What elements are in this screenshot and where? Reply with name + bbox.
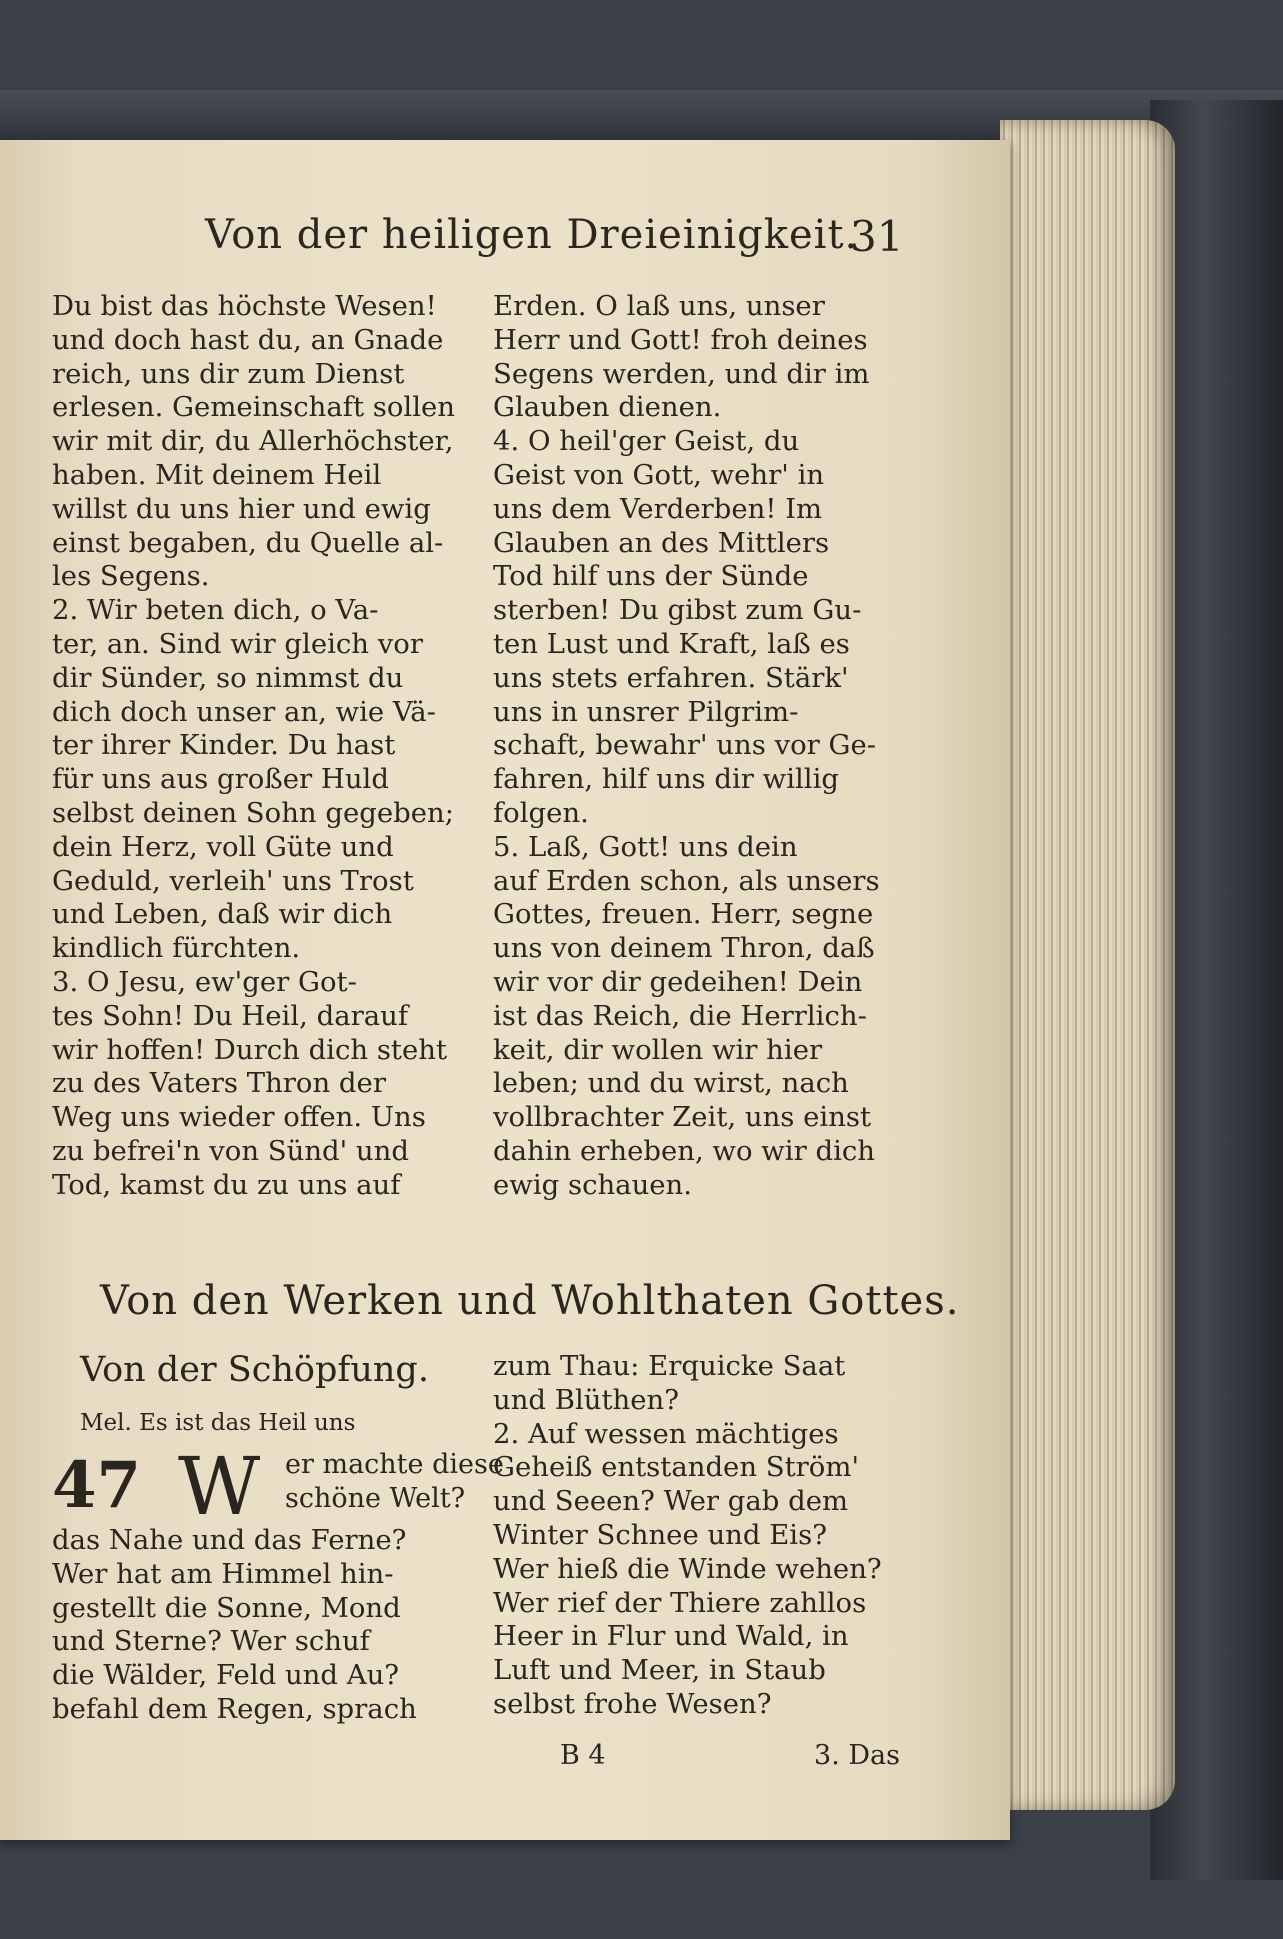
melody-line: Mel. Es ist das Heil uns — [80, 1410, 356, 1436]
text-line: 4. O heil'ger Geist, du — [493, 425, 800, 458]
text-line: Erden. O laß uns, unser — [493, 290, 825, 322]
printer-signature: B 4 — [560, 1740, 606, 1771]
text-line: Segens werden, und dir im — [493, 357, 870, 390]
text-line: vollbrachter Zeit, uns einst — [493, 1101, 872, 1134]
text-line: erlesen. Gemeinschaft sollen — [52, 391, 456, 424]
text-line: wir hoffen! Durch dich steht — [52, 1033, 448, 1066]
text-line: dahin erheben, wo wir dich — [493, 1134, 876, 1167]
text-line: uns von deinem Thron, daß — [493, 932, 875, 965]
text-line: und Blüthen? — [493, 1383, 679, 1416]
text-line: Tod hilf uns der Sünde — [493, 560, 809, 593]
page-edges — [1000, 120, 1175, 1810]
text-line: Wer hieß die Winde wehen? — [493, 1552, 882, 1585]
text-line: Glauben dienen. — [493, 391, 722, 424]
text-line: Luft und Meer, in Staub — [493, 1654, 826, 1687]
text-line: gestellt die Sonne, Mond — [52, 1591, 401, 1624]
text-line: ist das Reich, die Herrlich- — [493, 999, 867, 1032]
catchword: 3. Das — [814, 1740, 900, 1771]
text-line: Gottes, freuen. Herr, segne — [493, 898, 874, 931]
text-line: haben. Mit deinem Heil — [52, 458, 382, 491]
text-line: und Leben, daß wir dich — [52, 898, 393, 931]
text-line: Heer in Flur und Wald, in — [493, 1620, 849, 1653]
page-footer — [560, 1740, 920, 1780]
left-column-bottom — [52, 1524, 467, 1727]
text-line: uns dem Verderben! Im — [493, 492, 823, 525]
text-line: dich doch unser an, wie Vä- — [52, 695, 436, 728]
text-line: Du bist das höchste Wesen! — [52, 290, 437, 322]
text-line: leben; und du wirst, nach — [493, 1067, 849, 1100]
text-line: wir vor dir gedeihen! Dein — [493, 965, 863, 998]
text-line: les Segens. — [52, 560, 210, 593]
hymn-number: 47 — [52, 1448, 142, 1523]
text-line: fahren, hilf uns dir willig — [493, 763, 840, 796]
right-column-bottom — [493, 1350, 908, 1722]
text-line: und doch hast du, an Gnade — [52, 323, 444, 356]
text-line: zu des Vaters Thron der — [52, 1067, 386, 1100]
text-line: einst begaben, du Quelle al- — [52, 526, 444, 559]
text-line: 2. Auf wessen mächtiges — [493, 1417, 839, 1450]
text-line: uns stets erfahren. Stärk' — [493, 661, 849, 694]
text-line: Wer hat am Himmel hin- — [52, 1557, 394, 1590]
text-line: uns in unsrer Pilgrim- — [493, 695, 799, 728]
text-line: selbst deinen Sohn gegeben; — [52, 796, 454, 829]
text-line: 3. O Jesu, ew'ger Got- — [52, 965, 357, 998]
text-line: schaft, bewahr' uns vor Ge- — [493, 729, 877, 762]
text-line: Geheiß entstanden Ström' — [493, 1451, 859, 1484]
text-line: sterben! Du gibst zum Gu- — [493, 594, 862, 627]
hymn-first-lines — [285, 1448, 504, 1516]
text-line: und Seeen? Wer gab dem — [493, 1485, 849, 1518]
text-line: keit, dir wollen wir hier — [493, 1033, 823, 1066]
text-line: befahl dem Regen, sprach — [52, 1692, 417, 1725]
text-line: ewig schauen. — [493, 1168, 693, 1201]
text-line: auf Erden schon, als unsers — [493, 864, 880, 897]
text-line: die Wälder, Feld und Au? — [52, 1659, 400, 1692]
text-line: Geist von Gott, wehr' in — [493, 458, 825, 491]
left-column-top — [52, 290, 467, 1203]
text-line: schöne Welt? — [285, 1482, 466, 1514]
text-line: zum Thau: Erquicke Saat — [493, 1350, 846, 1382]
sub-heading: Von der Schöpfung. — [80, 1350, 429, 1390]
running-head: Von der heiligen Dreieinigkeit. — [205, 212, 859, 258]
text-line: dir Sünder, so nimmst du — [52, 661, 404, 694]
drop-cap: W — [178, 1440, 261, 1533]
text-line: Geduld, verleih' uns Trost — [52, 864, 414, 897]
page-number: 31 — [850, 212, 904, 261]
text-line: tes Sohn! Du Heil, darauf — [52, 999, 409, 1032]
section-heading: Von den Werken und Wohlthaten Gottes. — [100, 1278, 960, 1324]
text-line: ter ihrer Kinder. Du hast — [52, 729, 396, 762]
right-column-top — [493, 290, 908, 1203]
text-line: selbst frohe Wesen? — [493, 1687, 772, 1720]
text-line: wir mit dir, du Allerhöchster, — [52, 425, 454, 458]
text-line: kindlich fürchten. — [52, 932, 301, 965]
text-line: Weg uns wieder offen. Uns — [52, 1101, 426, 1134]
text-line: für uns aus großer Huld — [52, 763, 389, 796]
text-line: und Sterne? Wer schuf — [52, 1625, 370, 1658]
text-line: 2. Wir beten dich, o Va- — [52, 594, 379, 627]
page-header — [205, 212, 905, 272]
text-line: dein Herz, voll Güte und — [52, 830, 394, 863]
text-line: Herr und Gott! froh deines — [493, 323, 868, 356]
text-line: Wer rief der Thiere zahllos — [493, 1586, 867, 1619]
text-line: folgen. — [493, 796, 589, 829]
text-line: Glauben an des Mittlers — [493, 526, 830, 559]
text-line: Tod, kamst du zu uns auf — [52, 1168, 401, 1201]
text-line: er machte diese — [285, 1449, 504, 1480]
text-line: reich, uns dir zum Dienst — [52, 357, 405, 390]
text-line: ten Lust und Kraft, laß es — [493, 627, 850, 660]
text-line: Winter Schnee und Eis? — [493, 1518, 827, 1551]
text-line: das Nahe und das Ferne? — [52, 1524, 407, 1556]
text-line: willst du uns hier und ewig — [52, 492, 431, 525]
text-line: zu befrei'n von Sünd' und — [52, 1134, 409, 1167]
text-line: ter, an. Sind wir gleich vor — [52, 627, 423, 660]
text-line: 5. Laß, Gott! uns dein — [493, 830, 798, 863]
